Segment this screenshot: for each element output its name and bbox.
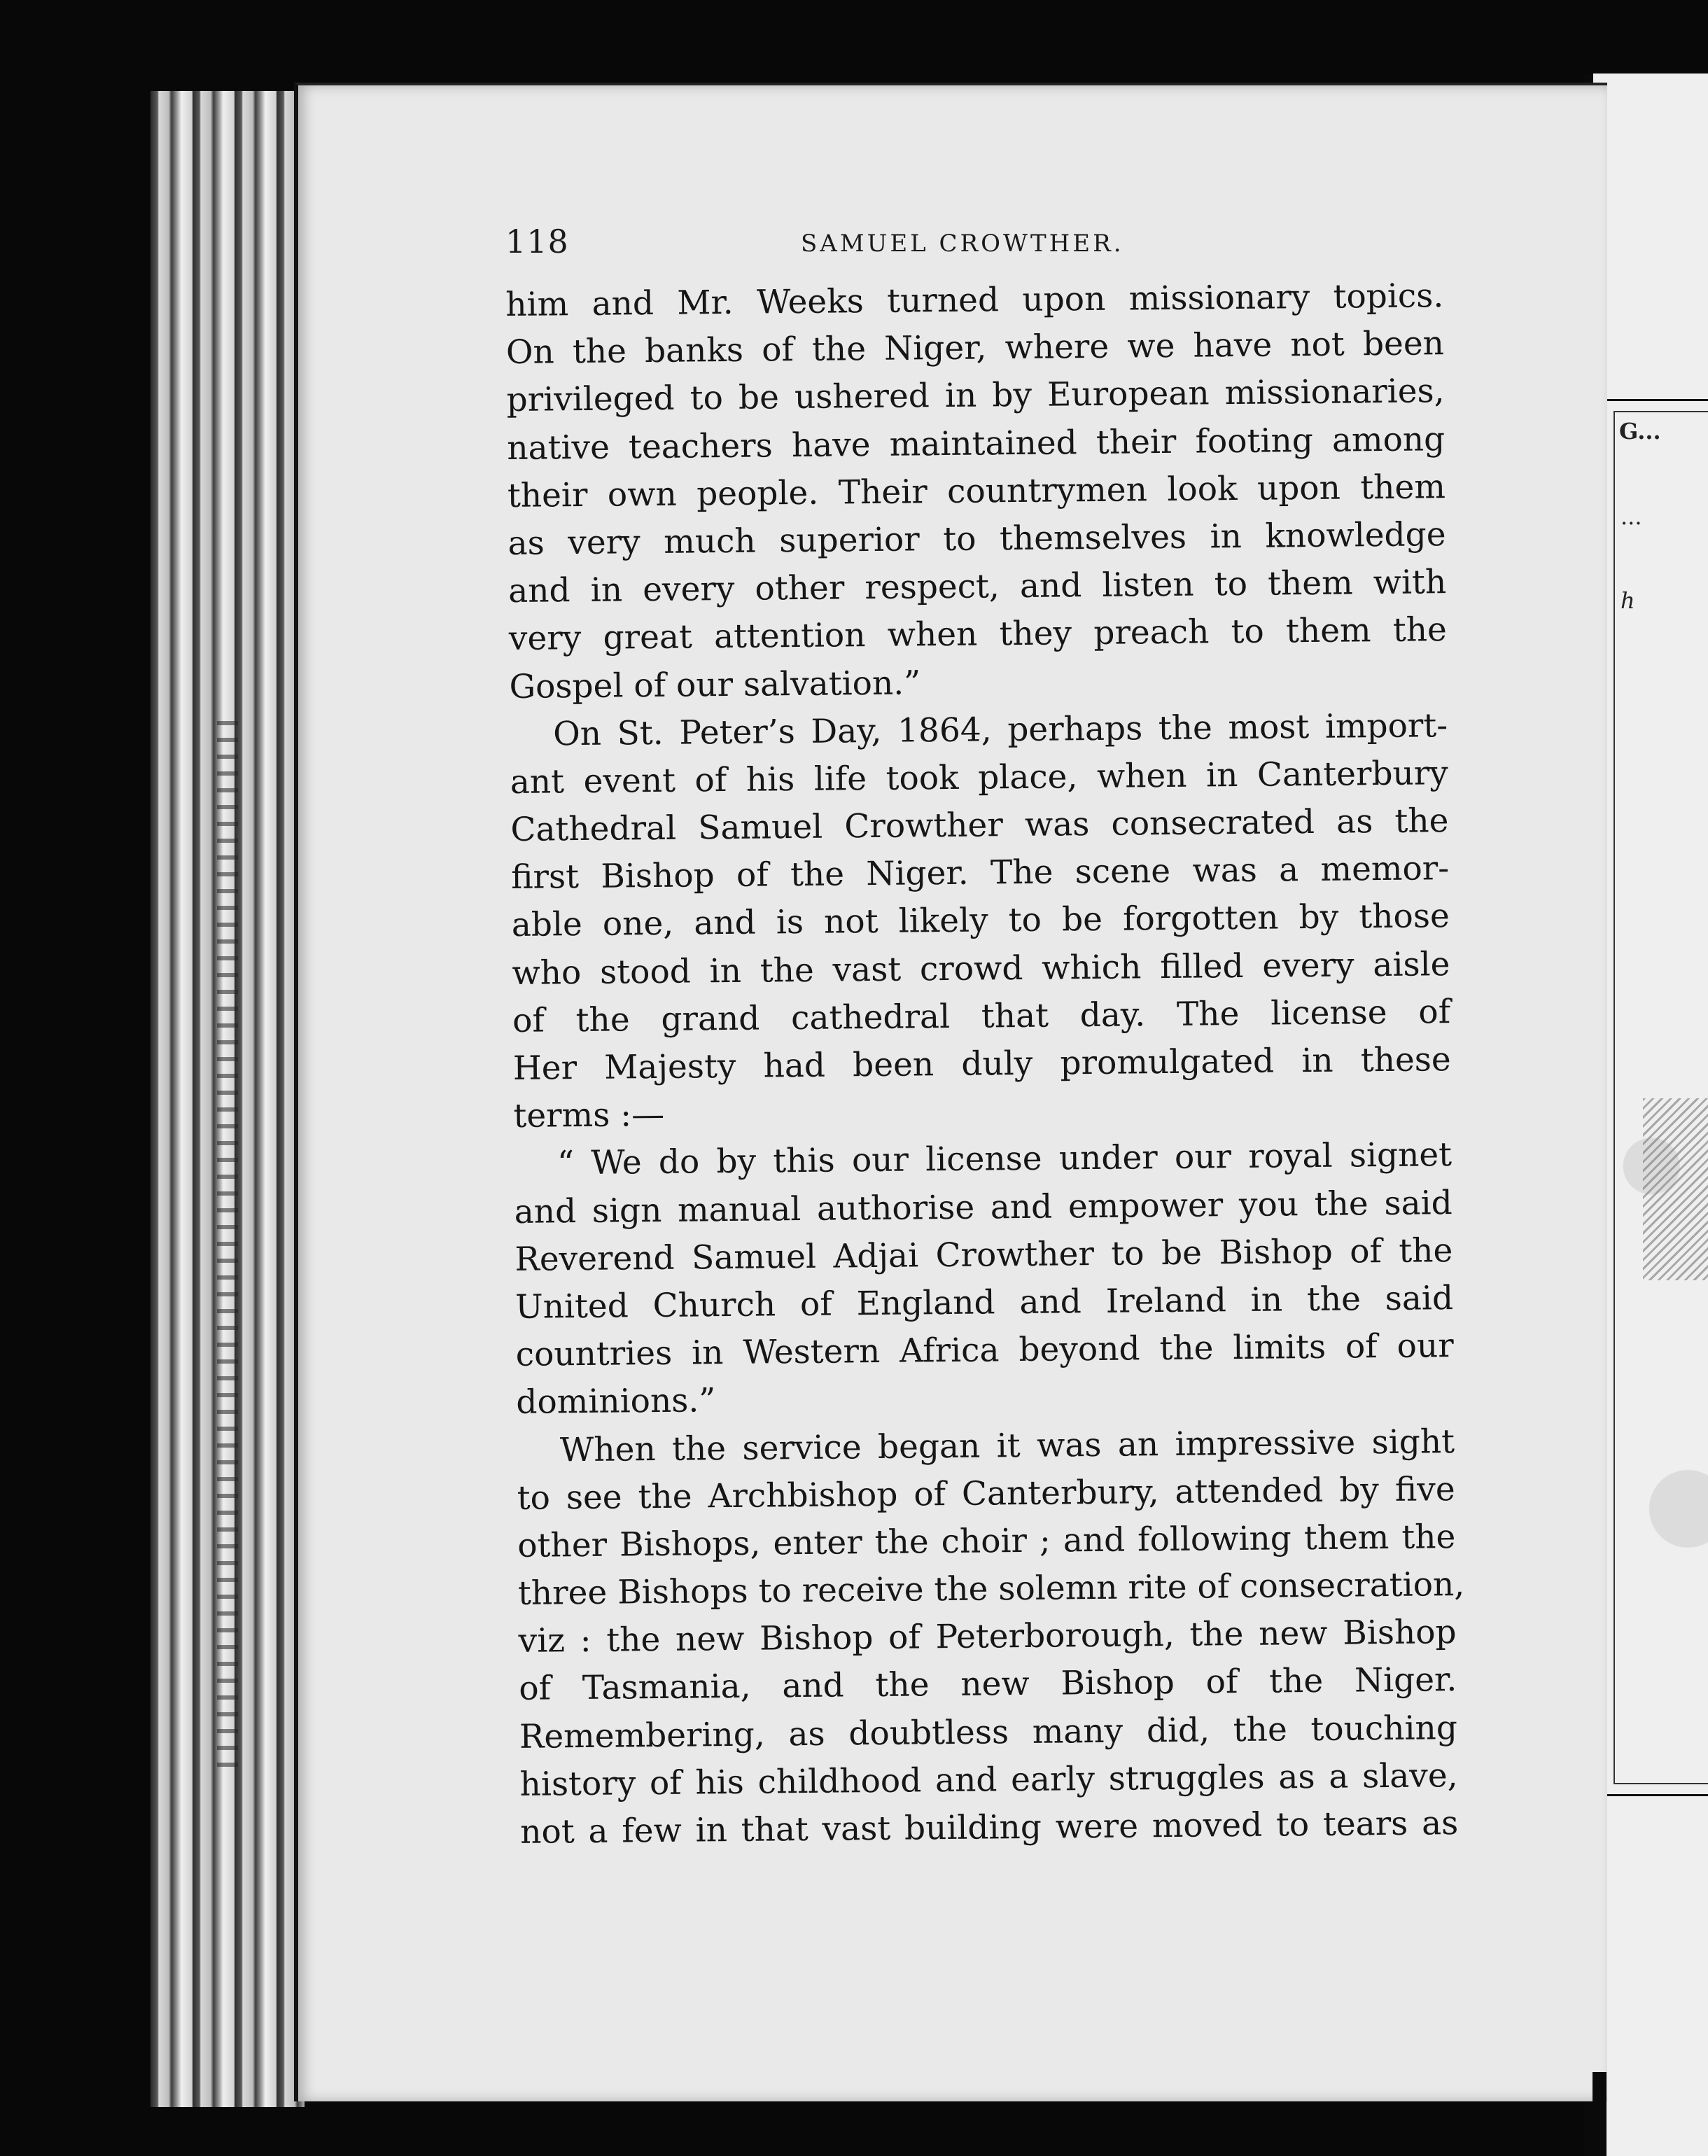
text-line: very great attention when they preach to them the [508,610,1448,659]
map-label: G... [1619,418,1661,444]
text-line: United Church of England and Ireland in the said [514,1279,1454,1326]
text-line: and in every other respect, and listen to them with [507,563,1447,611]
text-line: their own people. Their countrymen look upon them [507,467,1446,515]
map-fragment [1614,411,1708,1784]
text-line: Remembering, as doubtless many did, the touching [519,1708,1458,1756]
text-line: of Tasmania, and the new Bishop of the Niger. [519,1660,1457,1709]
map-frame [1602,399,1708,1796]
text-line: him and Mr. Weeks turned upon missionary topics. [505,276,1444,324]
text-line: Gospel of our salvation.” [509,663,921,706]
text-line: terms :— [513,1096,665,1136]
text-line: as very much superior to themselves in knowledge [507,515,1446,563]
text-line: three Bishops to receive the solemn rite of consecration, [517,1564,1465,1613]
text-line: first Bishop of the Niger. The scene was a memor- [510,849,1450,897]
text-line: privileged to be ushered in by European missionaries, [506,372,1445,420]
running-head: SAMUEL CROWTHER. [801,230,1124,258]
page-header [505,223,1415,265]
text-line: Cathedral Samuel Crowther was consecrated as the [510,802,1449,850]
text-line: who stood in the vast crowd which filled every aisle [512,944,1450,993]
map-label: h [1620,587,1635,614]
text-line: to see the Archbishop of Canterbury, attended by five [517,1469,1455,1518]
text-line: When the service began it was an impressive sight [559,1422,1455,1469]
text-line: countries in Western Africa beyond the limits of our [515,1326,1454,1375]
text-line: not a few in that vast building were moved to tears as [520,1804,1459,1851]
text-line: and sign manual authorise and empower you the said [514,1183,1452,1231]
text-line: able one, and is not likely to be forgotten by those [511,897,1450,945]
text-line: On the banks of the Niger, where we have not been [505,324,1445,372]
text-line: Her Majesty had been duly promulgated in these [512,1040,1451,1088]
text-line: Reverend Samuel Adjai Crowther to be Bishop of the [514,1231,1453,1279]
text-line: of the grand cathedral that day. The license of [512,992,1451,1040]
text-line: history of his childhood and early struggles as a slave, [519,1756,1458,1804]
text-line: other Bishops, enter the choir ; and following them the [517,1517,1456,1565]
text-line: native teachers have maintained their footing among [507,419,1446,468]
body-text [505,272,1465,1856]
text-line: On St. Peter’s Day, 1864, perhaps the most import- [552,706,1448,754]
text-line: “ We do by this our license under our royal signet [556,1135,1452,1183]
page-number: 118 [505,223,569,260]
text-line: dominions.” [516,1381,716,1422]
page-gutter-shadow [1592,2072,1606,2156]
book-page-edges [150,91,304,2107]
text-line: viz : the new Bishop of Peterborough, the new Bishop [518,1613,1457,1661]
text-line: ant event of his life took place, when in Canterbury [510,753,1449,802]
map-label: ... [1620,503,1642,530]
